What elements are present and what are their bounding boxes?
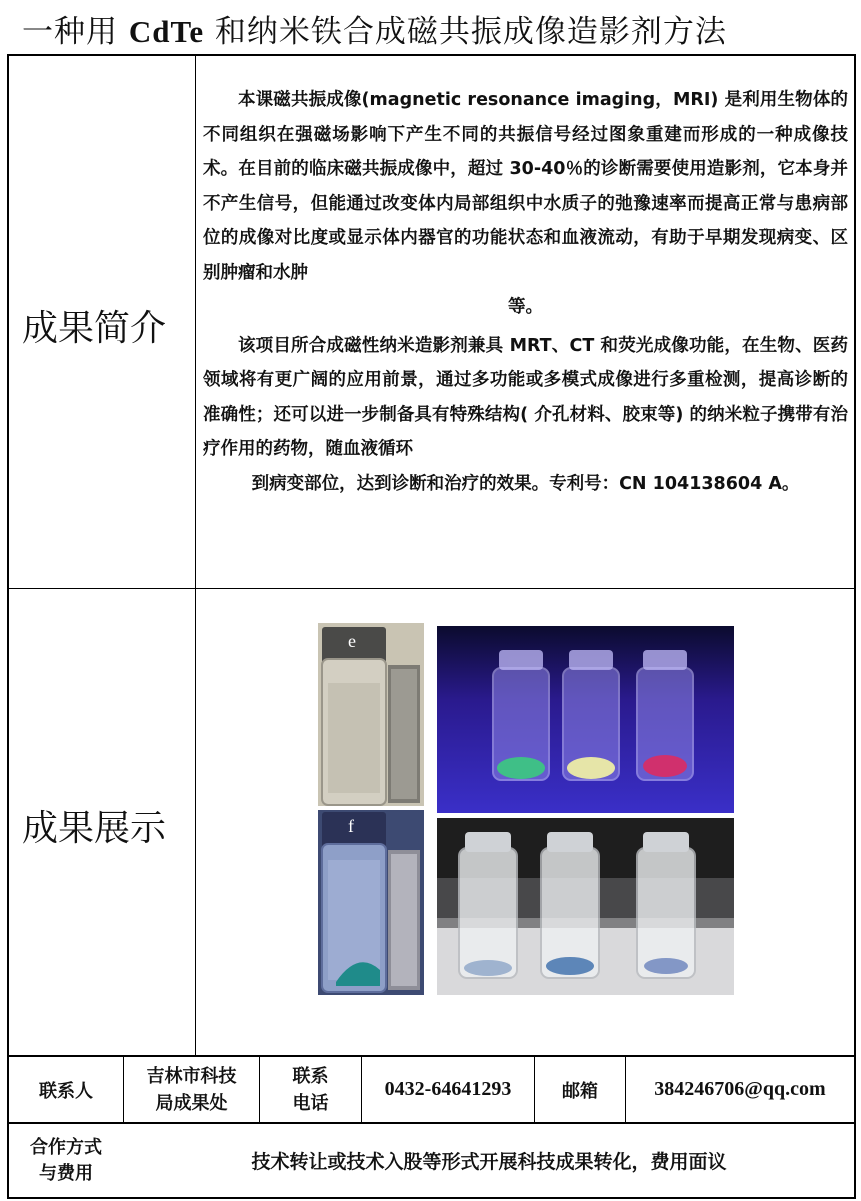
photo-vial-f bbox=[318, 810, 424, 995]
intro-paragraph-2-end: 到病变部位，达到诊断和治疗的效果。专利号：CN 104138604 A。 bbox=[251, 473, 800, 494]
contact-phone-label: 联系 电话 bbox=[292, 1065, 329, 1114]
three-vials-daylight-illustration bbox=[437, 818, 734, 995]
contact-phone-value: 0432-64641293 bbox=[384, 1078, 512, 1100]
photo-label-f: f bbox=[348, 816, 354, 836]
intro-text bbox=[203, 83, 848, 501]
three-vials-uv-illustration bbox=[437, 626, 734, 813]
table-border-bottom bbox=[7, 1197, 856, 1199]
document-title: 一种用 CdTe 和纳米铁合成磁共振成像造影剂方法 bbox=[22, 14, 727, 50]
row-divider-1 bbox=[7, 588, 856, 589]
intro-paragraph-1-end: 等。 bbox=[508, 297, 543, 317]
intro-paragraph-1: 本课磁共振成像(magnetic resonance imaging，MRI) 是利用生物体的不同组织在强磁场影响下产生不同的共振信号经过图象重建而形成的一种成像技术。在目前的临床磁共振成像中，超过 30-40％的诊断需要使用造影剂，它本身并不产生信号，但能通过改变体内局部组织中水质子的弛豫速率而提高正常与患病部位的成像对比度或显示体内器官的功能状态和血液流动，有助于早期发现病变、区别肿瘤和水肿 bbox=[203, 90, 848, 283]
vial-f-illustration bbox=[318, 810, 424, 995]
photo-label-e: e bbox=[348, 631, 356, 651]
contact-email-label: 邮箱 bbox=[562, 1080, 598, 1102]
table-border-left bbox=[7, 54, 9, 1199]
contact-email-value: 384246706@qq.com bbox=[654, 1078, 826, 1100]
vial-e-illustration bbox=[318, 623, 424, 806]
cooperation-value: 技术转让或技术入股等形式开展科技成果转化，费用面议 bbox=[251, 1151, 727, 1173]
display-section-label: 成果展示 bbox=[22, 808, 167, 849]
photo-vial-e bbox=[318, 623, 424, 806]
photo-three-vials-daylight bbox=[437, 818, 734, 995]
photo-three-vials-uv bbox=[437, 626, 734, 813]
table-border-right bbox=[854, 54, 856, 1199]
cooperation-label: 合作方式 与费用 bbox=[30, 1136, 102, 1184]
table-border-top bbox=[7, 54, 856, 56]
contact-person-label: 联系人 bbox=[39, 1080, 93, 1102]
contact-person-value: 吉林市科技 局成果处 bbox=[146, 1065, 237, 1114]
intro-section-label: 成果简介 bbox=[22, 308, 167, 349]
intro-paragraph-2: 该项目所合成磁性纳米造影剂兼具 MRT、CT 和荧光成像功能，在生物、医药领域将有更广阔的应用前景，通过多功能或多模式成像进行多重检测，提高诊断的准确性；还可以进一步制备具有特殊结构( 介孔材料、胶束等) 的纳米粒子携带有治疗作用的药物，随血液循环 bbox=[203, 335, 848, 459]
label-column-divider bbox=[195, 54, 196, 1055]
